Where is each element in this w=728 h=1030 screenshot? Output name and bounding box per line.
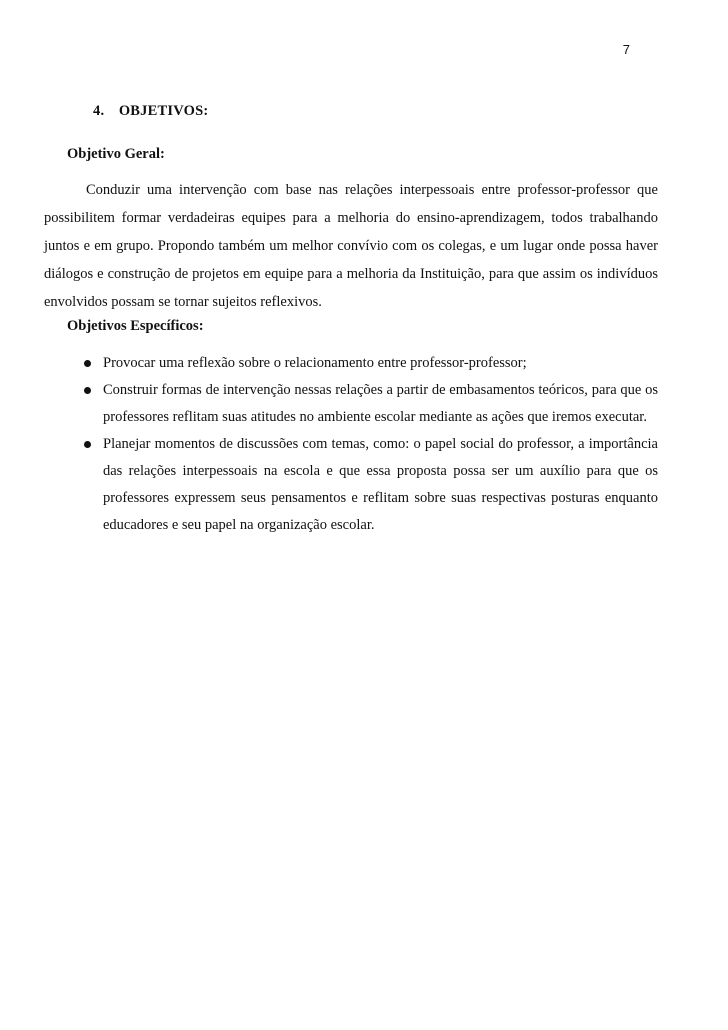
bullet-icon — [84, 360, 91, 367]
bullet-icon — [84, 441, 91, 448]
page-number: 7 — [622, 42, 630, 57]
list-item — [80, 377, 658, 431]
list-item — [80, 431, 658, 539]
list-item-text: Construir formas de intervenção nessas relações a partir de embasamentos teóricos, para que os professores reflitam suas atitudes no ambiente escolar mediante as ações que iremos executar. — [103, 382, 658, 425]
general-objective-paragraph: Conduzir uma intervenção com base nas relações interpessoais entre professor-professor que possibilitem formar verdadeiras equipes para a melhoria do ensino-aprendizagem, todos trabalhando juntos e em grupo. Propondo também um melhor convívio com os colegas, e um lugar onde possa haver diálogos e construção de projetos em equipe para a melhoria da Instituição, para que assim os indivíduos envolvidos possam se tornar sujeitos reflexivos. — [44, 182, 658, 310]
specific-objectives-list — [80, 350, 658, 539]
section-number: 4. — [93, 103, 105, 119]
list-item-text: Planejar momentos de discussões com temas, como: o papel social do professor, a importância das relações interpessoais na escola e que essa proposta possa ser um auxílio para que os professores expressem seus pensamentos e reflitam sobre suas respectivas posturas enquanto educadores e seu papel na organização escolar. — [103, 436, 658, 533]
section-heading — [93, 103, 208, 120]
list-item — [80, 350, 658, 377]
section-title: OBJETIVOS: — [118, 103, 209, 119]
list-item-text: Provocar uma reflexão sobre o relacionamento entre professor-professor; — [103, 355, 527, 371]
general-objective-heading: Objetivo Geral: — [67, 146, 165, 162]
bullet-icon — [84, 387, 91, 394]
specific-objectives-heading: Objetivos Específicos: — [67, 318, 204, 334]
